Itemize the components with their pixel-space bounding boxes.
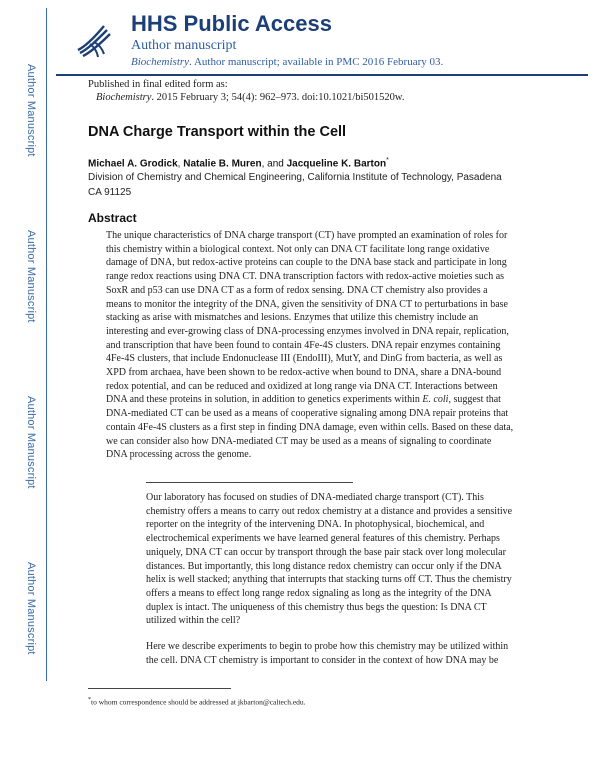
margin-rule: [46, 8, 47, 681]
published-label: Published in final edited form as:: [88, 79, 228, 90]
availability-text: . Author manuscript; available in PMC 2016 February 03.: [189, 56, 444, 68]
species-name: E. coli: [422, 394, 449, 406]
publication-info: [88, 78, 404, 104]
affiliation: Division of Chemistry and Chemical Engineering, California Institute of Technology, Pasadena CA 91125: [88, 172, 502, 198]
footnote-rule: [88, 688, 231, 689]
side-label-author-manuscript: Author Manuscript: [25, 562, 37, 655]
author-name: Jacqueline K. Barton: [286, 158, 387, 170]
header-rule: [56, 74, 588, 76]
side-label-author-manuscript: Author Manuscript: [25, 396, 37, 489]
intro-paragraph: Here we describe experiments to begin to probe how this chemistry may be utilized within the cell. DNA CT chemistry is important to consider in the context of how DNA may be: [146, 641, 509, 666]
hhs-public-access-title: HHS Public Access: [131, 11, 332, 36]
author-name: Natalie B. Muren: [183, 158, 262, 170]
abstract-text: The unique characteristics of DNA charge transport (CT) have prompted an examination of roles for this chemistry within a biological context. Not only can DNA CT facilitate long range oxidative damage of DNA, but redox-active proteins can couple to the DNA base stack and participate in long range redox reactions using DNA CT. DNA transcription factors with redox-active moieties such as SoxR and p53 can use DNA CT as a form of redox sensing. DNA CT chemistry also provides a means to monitor the integrity of the DNA, given the sensitivity of DNA CT to perturbations in base stacking as arise with mismatches and lesions. Enzymes that utilize this chemistry include an interesting and ever-growing class of DNA-processing enzymes involved in DNA repair, replication, and transcription that have been found to contain 4Fe-4S clusters. DNA repair enzymes containing 4Fe-4S clusters, that include Endonuclease III (EndoIII), MutY, and DinG from bacteria, as well as XPD from archaea, have been shown to be redox-active when bound to DNA, share a DNA-bound redox potential, and can be reduced and oxidized at long range via DNA CT. Interactions between DNA and these proteins in solution, in addition to genetics experiments within: [106, 230, 509, 406]
section-divider: [146, 482, 353, 483]
availability-line: [131, 56, 443, 68]
footnote-text: to whom correspondence should be addressed at jkbarton@caltech.edu.: [91, 697, 306, 707]
intro-paragraph: Our laboratory has focused on studies of DNA-mediated charge transport (CT). This chemistry offers a means to carry out redox chemistry at a distance and provides a sensitive reporter on the integrity of the intervening DNA. In photophysical, biochemical, and electrochemical experiments we have learned general features of this chemistry. Perhaps uniquely, DNA CT can occur by transport through the base pair stack over long molecular distances. But importantly, this long distance redox chemistry can occur only if the DNA helix is well stacked; anything that interrupts that stacking turns off CT. Thus the chemistry offers a means to effect long range redox signaling as long as the integrity of the DNA duplex is intact. The uniqueness of this chemistry thus begs the question: Is DNA CT utilized within the cell?: [146, 492, 513, 627]
author-separator: , and: [261, 158, 287, 170]
author-separator: ,: [177, 158, 184, 170]
author-list: [88, 157, 389, 169]
introduction-body: [146, 491, 516, 679]
side-label-author-manuscript: Author Manuscript: [25, 230, 37, 323]
footnote-mark: *: [88, 697, 91, 703]
side-label-author-manuscript: Author Manuscript: [25, 64, 37, 157]
footnote: [88, 697, 306, 707]
journal-name: Biochemistry: [131, 56, 190, 68]
author-manuscript-subtitle: Author manuscript: [131, 38, 237, 53]
abstract-heading: Abstract: [88, 211, 137, 225]
abstract-body: [106, 229, 514, 462]
citation-details: . 2015 February 3; 54(4): 962–973. doi:10.1021/bi501520w.: [151, 92, 405, 103]
corresponding-mark: *: [386, 157, 389, 164]
article-title: DNA Charge Transport within the Cell: [88, 124, 347, 140]
author-name: Michael A. Grodick: [88, 158, 178, 170]
abstract-text: , suggest that DNA-mediated CT can be used as a means of cooperative signaling among DNA repair proteins that contain 4Fe-4S clusters as a first step in finding DNA damage, even within cells. Based on these data, we can consider also how DNA-mediated CT may be used as a means of signaling to coordinate DNA processing across the genome.: [106, 394, 514, 461]
hhs-eagle-logo-icon: [74, 20, 114, 60]
citation-line: [88, 91, 404, 104]
citation-journal: Biochemistry: [96, 92, 152, 103]
